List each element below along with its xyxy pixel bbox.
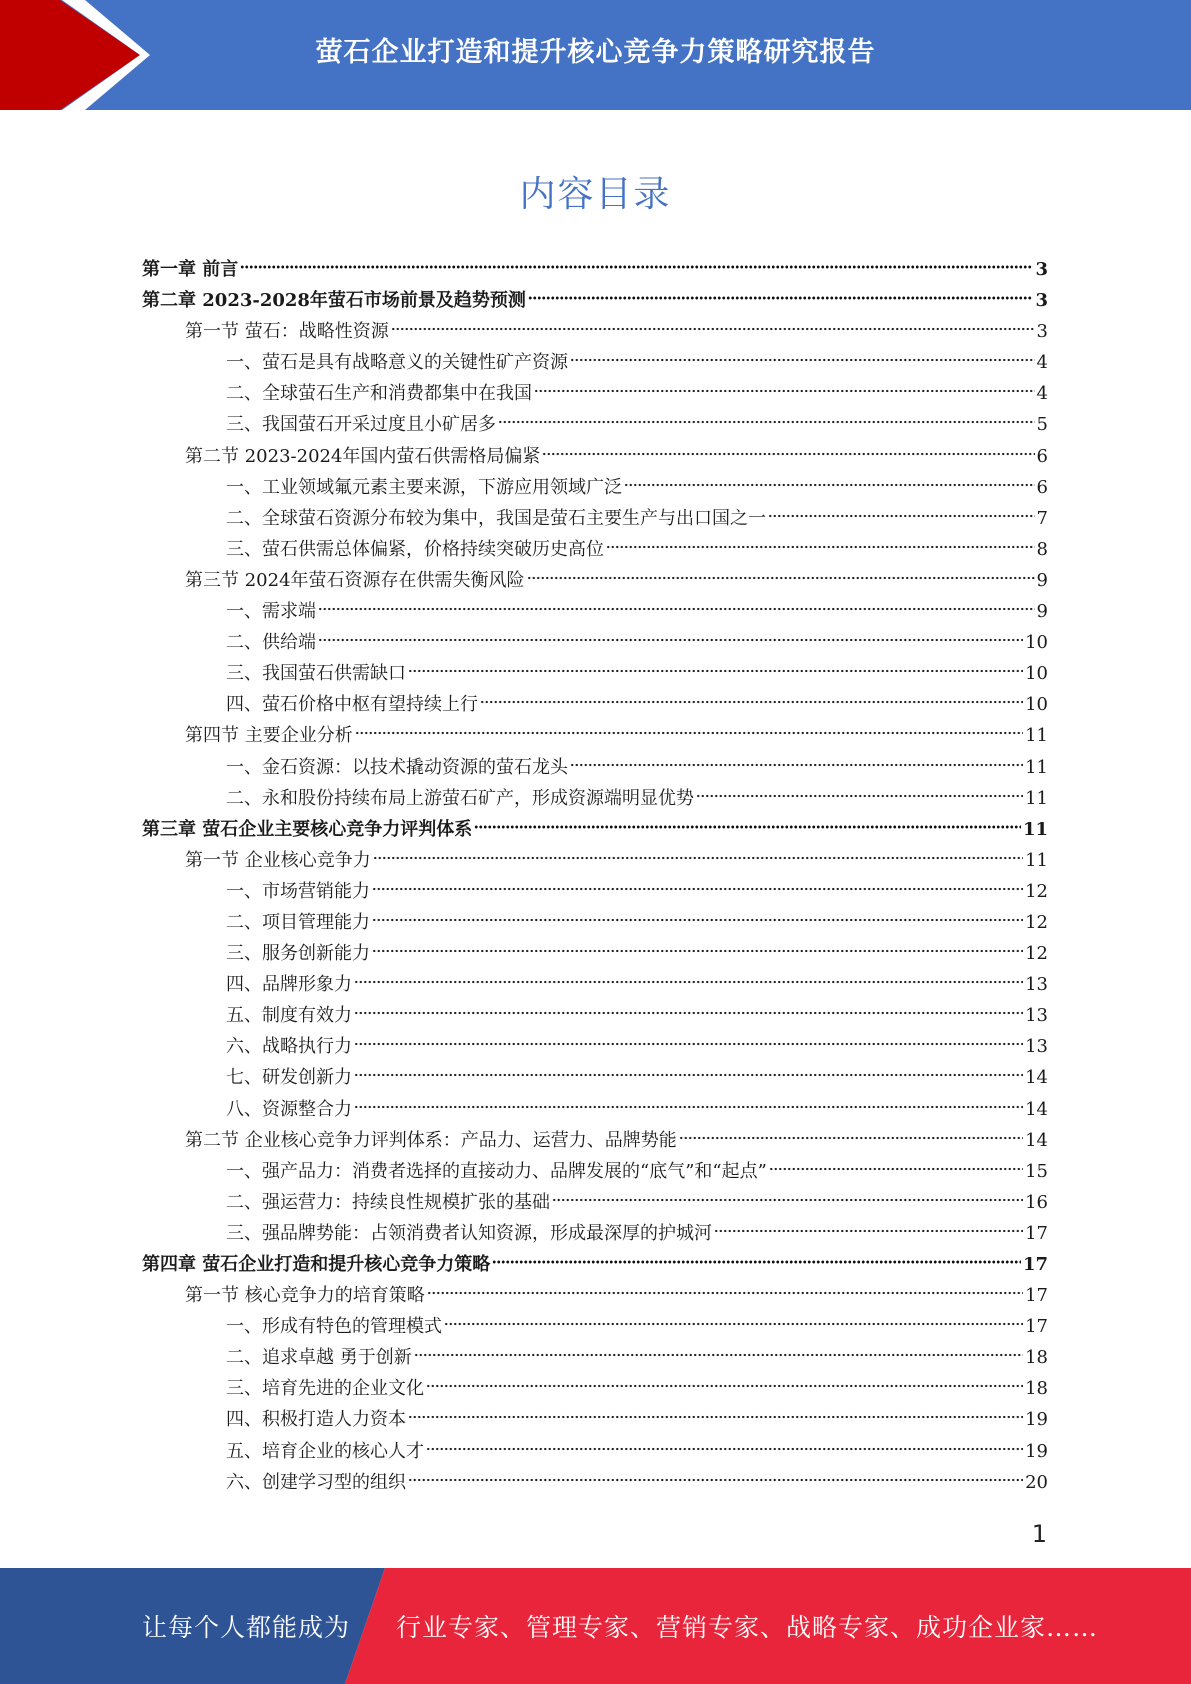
toc-entry-page: 14 — [1025, 1098, 1048, 1120]
toc-entry-label: 三、培育先进的企业文化 — [226, 1378, 424, 1400]
toc-entry-page: 9 — [1036, 601, 1048, 623]
toc-entry-page: 8 — [1036, 538, 1048, 560]
toc-entry[interactable] — [142, 1031, 1048, 1062]
toc-entry[interactable] — [142, 596, 1048, 627]
toc-entry-label: 第一章 前言 — [142, 259, 239, 280]
toc-leader-dots — [372, 948, 1023, 954]
toc-entry-page: 14 — [1025, 1129, 1048, 1151]
toc-leader-dots — [355, 730, 1023, 736]
toc-entry[interactable] — [142, 472, 1048, 503]
footer-banner — [0, 1568, 1191, 1684]
toc-entry-page: 3 — [1036, 321, 1048, 343]
toc-entry-label: 三、强品牌势能：占领消费者认知资源，形成最深厚的护城河 — [226, 1222, 712, 1244]
toc-entry-page: 6 — [1036, 445, 1048, 467]
toc-entry[interactable] — [142, 907, 1048, 938]
toc-entry[interactable] — [142, 409, 1048, 440]
toc-entry-label: 第四节 主要企业分析 — [185, 725, 353, 747]
toc-leader-dots — [552, 1197, 1023, 1203]
toc-entry-label: 二、追求卓越 勇于创新 — [226, 1347, 412, 1369]
toc-entry[interactable] — [142, 1373, 1048, 1404]
toc-leader-dots — [354, 1041, 1023, 1047]
header-banner — [0, 0, 1191, 110]
toc-entry[interactable] — [142, 1187, 1048, 1218]
toc-entry-label: 第二节 企业核心竞争力评判体系：产品力、运营力、品牌势能 — [185, 1129, 677, 1151]
toc-entry-label: 四、积极打造人力资本 — [226, 1409, 406, 1431]
toc-entry-label: 三、我国萤石开采过度且小矿居多 — [226, 414, 496, 436]
toc-leader-dots — [408, 668, 1023, 674]
toc-entry-label: 六、创建学习型的组织 — [226, 1471, 406, 1493]
toc-leader-dots — [570, 762, 1023, 768]
toc-entry-page: 12 — [1025, 880, 1048, 902]
toc-entry-page: 17 — [1025, 1316, 1048, 1338]
toc-entry[interactable] — [142, 845, 1048, 876]
toc-entry[interactable] — [142, 783, 1048, 814]
toc-entry-page: 12 — [1025, 943, 1048, 965]
toc-leader-dots — [714, 1228, 1023, 1234]
toc-entry-page: 20 — [1025, 1471, 1048, 1493]
toc-leader-dots — [318, 637, 1023, 643]
toc-entry-page: 13 — [1025, 1036, 1048, 1058]
toc-entry-page: 10 — [1025, 632, 1048, 654]
toc-entry[interactable] — [142, 876, 1048, 907]
toc-entry[interactable] — [142, 720, 1048, 751]
toc-heading: 内容目录 — [519, 174, 672, 215]
toc-entry-page: 14 — [1025, 1067, 1048, 1089]
toc-leader-dots — [769, 1166, 1023, 1172]
toc-leader-dots — [354, 1104, 1023, 1110]
toc-entry-label: 一、形成有特色的管理模式 — [226, 1316, 442, 1338]
toc-leader-dots — [414, 1352, 1023, 1358]
toc-leader-dots — [372, 917, 1023, 923]
toc-entry-label: 四、萤石价格中枢有望持续上行 — [226, 694, 478, 716]
toc-entry-label: 二、全球萤石资源分布较为集中，我国是萤石主要生产与出口国之一 — [226, 507, 766, 529]
toc-entry-page: 19 — [1025, 1440, 1048, 1462]
toc-entry-page: 13 — [1025, 974, 1048, 996]
toc-entry[interactable] — [142, 285, 1048, 316]
toc-leader-dots — [679, 1135, 1023, 1141]
toc-entry[interactable] — [142, 1125, 1048, 1156]
toc-entry[interactable] — [142, 689, 1048, 720]
toc-entry-page: 11 — [1025, 787, 1048, 809]
toc-entry-label: 第三章 萤石企业主要核心竞争力评判体系 — [142, 818, 473, 840]
toc-entry-page: 19 — [1025, 1409, 1048, 1431]
toc-entry[interactable] — [142, 658, 1048, 689]
toc-entry-page: 17 — [1022, 1254, 1048, 1275]
toc-leader-dots — [427, 1290, 1023, 1296]
toc-entry[interactable] — [142, 503, 1048, 534]
toc-entry[interactable] — [142, 316, 1048, 347]
toc-entry[interactable] — [142, 1000, 1048, 1031]
toc-entry[interactable] — [142, 1280, 1048, 1311]
toc-leader-dots — [474, 824, 1021, 830]
toc-entry-page: 17 — [1025, 1222, 1048, 1244]
toc-entry-label: 二、全球萤石生产和消费都集中在我国 — [226, 383, 532, 405]
toc-entry-page: 11 — [1025, 849, 1048, 871]
toc-entry[interactable] — [142, 1249, 1048, 1280]
toc-leader-dots — [542, 451, 1034, 457]
toc-entry[interactable] — [142, 1342, 1048, 1373]
table-of-contents — [142, 254, 1048, 1498]
toc-entry-label: 三、我国萤石供需缺口 — [226, 663, 406, 685]
page-number: 1 — [1031, 1520, 1047, 1548]
toc-leader-dots — [606, 544, 1035, 550]
toc-leader-dots — [372, 886, 1023, 892]
toc-entry-page: 3 — [1035, 259, 1048, 280]
toc-entry-label: 一、需求端 — [226, 601, 316, 623]
toc-entry-label: 二、项目管理能力 — [226, 911, 370, 933]
toc-leader-dots — [354, 1072, 1023, 1078]
toc-entry[interactable] — [142, 969, 1048, 1000]
toc-entry[interactable] — [142, 1404, 1048, 1435]
toc-leader-dots — [768, 513, 1035, 519]
toc-entry-page: 18 — [1025, 1378, 1048, 1400]
toc-entry-label: 第一节 萤石：战略性资源 — [185, 321, 389, 343]
toc-leader-dots — [528, 295, 1034, 301]
toc-leader-dots — [408, 1414, 1023, 1420]
toc-entry-label: 二、强运营力：持续良性规模扩张的基础 — [226, 1191, 550, 1213]
toc-leader-dots — [480, 699, 1023, 705]
toc-entry-label: 第三节 2024年萤石资源存在供需失衡风险 — [185, 569, 525, 591]
toc-entry-label: 第四章 萤石企业打造和提升核心竞争力策略 — [142, 1254, 491, 1275]
footer-slogan-left: 让每个人都能成为 — [142, 1613, 351, 1642]
toc-entry-page: 15 — [1025, 1160, 1048, 1182]
toc-entry-label: 三、服务创新能力 — [226, 943, 370, 965]
toc-entry-label: 一、金石资源：以技术撬动资源的萤石龙头 — [226, 756, 568, 778]
toc-leader-dots — [498, 419, 1035, 425]
toc-entry[interactable] — [142, 752, 1048, 783]
toc-entry-label: 第二节 2023-2024年国内萤石供需格局偏紧 — [185, 445, 541, 467]
toc-leader-dots — [624, 482, 1035, 488]
toc-entry-page: 11 — [1022, 818, 1048, 840]
toc-entry[interactable] — [142, 534, 1048, 565]
toc-entry-page: 11 — [1025, 756, 1048, 778]
toc-entry[interactable] — [142, 565, 1048, 596]
toc-entry-label: 第一节 企业核心竞争力 — [185, 849, 371, 871]
toc-leader-dots — [240, 264, 1033, 270]
toc-entry-label: 一、强产品力：消费者选择的直接动力、品牌发展的“底气”和“起点” — [226, 1160, 767, 1182]
toc-entry[interactable] — [142, 627, 1048, 658]
toc-entry-label: 七、研发创新力 — [226, 1067, 352, 1089]
toc-entry[interactable] — [142, 814, 1048, 845]
toc-entry-label: 八、资源整合力 — [226, 1098, 352, 1120]
toc-entry[interactable] — [142, 347, 1048, 378]
toc-entry-label: 二、供给端 — [226, 632, 316, 654]
toc-leader-dots — [408, 1477, 1023, 1483]
toc-entry-page: 3 — [1035, 290, 1048, 312]
toc-entry-page: 5 — [1036, 414, 1048, 436]
toc-leader-dots — [570, 357, 1035, 363]
toc-entry-page: 10 — [1025, 694, 1048, 716]
toc-entry[interactable] — [142, 1218, 1048, 1249]
toc-entry-label: 第二章 2023-2028年萤石市场前景及趋势预测 — [142, 290, 526, 312]
toc-leader-dots — [444, 1321, 1023, 1327]
toc-entry-label: 一、工业领域氟元素主要来源，下游应用领域广泛 — [226, 476, 622, 498]
toc-entry-label: 五、培育企业的核心人才 — [226, 1440, 424, 1462]
toc-entry[interactable] — [142, 1311, 1048, 1342]
toc-entry[interactable] — [142, 1467, 1048, 1498]
toc-leader-dots — [426, 1446, 1023, 1452]
toc-entry-page: 13 — [1025, 1005, 1048, 1027]
footer-slogan-right: 行业专家、管理专家、营销专家、战略专家、成功企业家…… — [396, 1613, 1099, 1642]
toc-entry-label: 四、品牌形象力 — [226, 974, 352, 996]
toc-leader-dots — [373, 855, 1023, 861]
toc-entry[interactable] — [142, 938, 1048, 969]
toc-entry[interactable] — [142, 441, 1048, 472]
toc-entry-page: 10 — [1025, 663, 1048, 685]
toc-entry[interactable] — [142, 1436, 1048, 1467]
toc-entry-label: 一、市场营销能力 — [226, 880, 370, 902]
toc-entry-page: 7 — [1036, 507, 1048, 529]
toc-entry-page: 11 — [1025, 725, 1048, 747]
toc-entry-label: 三、萤石供需总体偏紧，价格持续突破历史高位 — [226, 538, 604, 560]
toc-entry-label: 一、萤石是具有战略意义的关键性矿产资源 — [226, 352, 568, 374]
toc-entry[interactable] — [142, 254, 1048, 285]
toc-entry[interactable] — [142, 378, 1048, 409]
toc-entry-page: 4 — [1036, 352, 1048, 374]
toc-leader-dots — [318, 606, 1035, 612]
toc-entry-label: 第一节 核心竞争力的培育策略 — [185, 1285, 425, 1307]
toc-entry-label: 五、制度有效力 — [226, 1005, 352, 1027]
toc-leader-dots — [391, 326, 1035, 332]
toc-entry-page: 12 — [1025, 911, 1048, 933]
toc-entry-page: 6 — [1036, 476, 1048, 498]
toc-entry-page: 16 — [1025, 1191, 1048, 1213]
toc-leader-dots — [534, 388, 1035, 394]
toc-entry-page: 18 — [1025, 1347, 1048, 1369]
toc-leader-dots — [426, 1383, 1023, 1389]
toc-leader-dots — [527, 575, 1035, 581]
toc-entry-page: 9 — [1036, 569, 1048, 591]
toc-entry-page: 17 — [1025, 1285, 1048, 1307]
toc-leader-dots — [696, 793, 1023, 799]
toc-leader-dots — [354, 1010, 1023, 1016]
toc-entry[interactable] — [142, 1062, 1048, 1093]
toc-leader-dots — [492, 1259, 1021, 1265]
toc-entry[interactable] — [142, 1156, 1048, 1187]
report-title: 萤石企业打造和提升核心竞争力策略研究报告 — [315, 37, 876, 68]
toc-entry-label: 六、战略执行力 — [226, 1036, 352, 1058]
toc-entry-page: 4 — [1036, 383, 1048, 405]
toc-entry[interactable] — [142, 1094, 1048, 1125]
toc-leader-dots — [354, 979, 1023, 985]
toc-entry-label: 二、永和股份持续布局上游萤石矿产，形成资源端明显优势 — [226, 787, 694, 809]
